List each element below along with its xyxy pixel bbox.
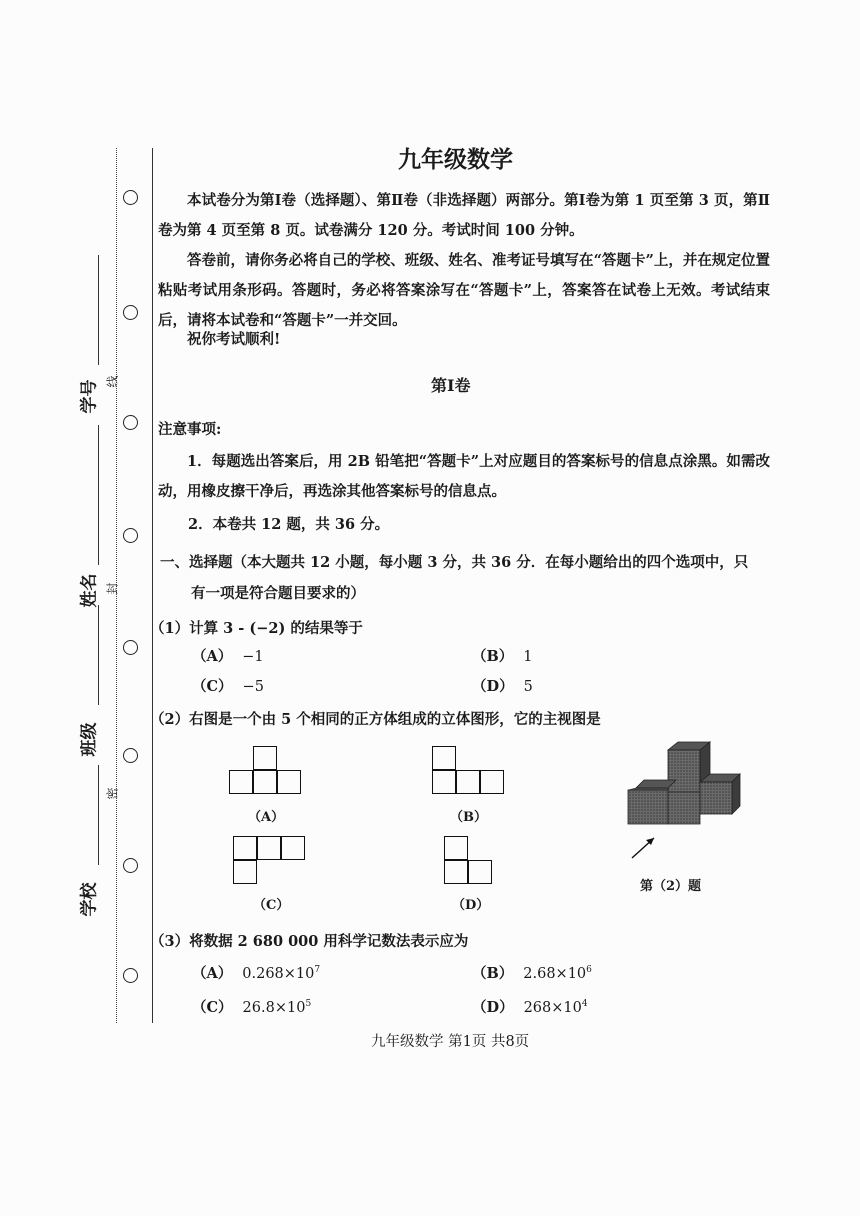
binding-hole <box>123 748 138 763</box>
class-underline <box>98 605 99 705</box>
intro-paragraph-1: 本试卷分为第Ⅰ卷（选择题）、第Ⅱ卷（非选择题）两部分。第Ⅰ卷为第 1 页至第 3 页，第Ⅱ卷为第 4 页至第 8 页。试卷满分 120 分。考试时间 100 分钟。 <box>158 192 770 239</box>
binding-hole <box>123 640 138 655</box>
binding-hole <box>123 528 138 543</box>
binding-hole <box>123 968 138 983</box>
field-id-label: 学号 <box>79 379 100 414</box>
binding-solid-line <box>152 148 153 1023</box>
field-class-label: 班级 <box>79 722 100 757</box>
q2-stem: （2）右图是一个由 5 个相同的正方体组成的立体图形，它的主视图是 <box>150 711 601 728</box>
name-underline <box>98 425 99 565</box>
q1-option-c: （C） −5 <box>192 678 264 695</box>
q2-solid-figure <box>620 740 760 870</box>
q3-option-a: （A） $0.268\times 10^7$ <box>192 965 321 982</box>
page-title: 九年级数学 <box>398 147 513 173</box>
q1-stem: （1）计算 3 - (−2) 的结果等于 <box>150 620 363 637</box>
binding-hole <box>123 190 138 205</box>
q3-option-b: （B） $2.68\times 10^6$ <box>472 965 592 982</box>
notice-heading: 注意事项: <box>158 421 222 438</box>
binding-hole <box>123 415 138 430</box>
q2-option-a-label: （A） <box>248 810 285 825</box>
section-title: 第Ⅰ卷 <box>431 376 471 395</box>
notice-item-2: 2．本卷共 12 题，共 36 分。 <box>188 516 390 533</box>
page-footer: 九年级数学 第1页 共8页 <box>371 1034 530 1050</box>
q2-option-d-label: （D） <box>452 898 490 913</box>
binding-hole <box>123 858 138 873</box>
q2-figure-caption: 第（2）题 <box>640 879 702 894</box>
q3-option-c: （C） $26.8\times 10^5$ <box>192 999 312 1016</box>
intro-paragraph-2: 答卷前，请你务必将自己的学校、班级、姓名、准考证号填写在“答题卡”上，并在规定位置粘贴考试用条形码。答题时，务必将答案涂写在“答题卡”上，答案答在试卷上无效。考试结束后，请将本试卷和“答题卡”一并交回。 <box>158 252 770 329</box>
q3-stem: （3）将数据 2 680 000 用科学记数法表示应为 <box>150 933 469 950</box>
q2-option-b-label: （B） <box>450 810 487 825</box>
q1-option-d: （D） 5 <box>472 678 533 695</box>
field-name-label: 姓名 <box>79 573 100 608</box>
mark-seal: 封 <box>105 582 120 595</box>
q1-option-b: （B） 1 <box>472 648 533 665</box>
notice-item-1: 1．每题选出答案后，用 2B 铅笔把“答题卡”上对应题目的答案标号的信息点涂黑。如需改动，用橡皮擦干净后，再选涂其他答案标号的信息点。 <box>158 453 770 500</box>
q2-option-c-label: （C） <box>253 898 290 913</box>
q1-option-a: （A） −1 <box>192 648 264 665</box>
binding-hole <box>123 305 138 320</box>
id-underline <box>98 255 99 365</box>
part1-heading: 一、选择题（本大题共 12 小题，每小题 3 分，共 36 分．在每小题给出的四个选项中，只 <box>160 554 749 571</box>
mark-secret: 密 <box>105 787 120 800</box>
part1-heading-cont: 有一项是符合题目要求的） <box>191 585 365 602</box>
school-underline <box>98 765 99 865</box>
intro-paragraph-3: 祝你考试顺利! <box>187 331 281 348</box>
q3-option-d: （D） $268\times 10^4$ <box>472 999 588 1016</box>
field-school-label: 学校 <box>79 882 100 917</box>
mark-line: 线 <box>105 375 120 388</box>
